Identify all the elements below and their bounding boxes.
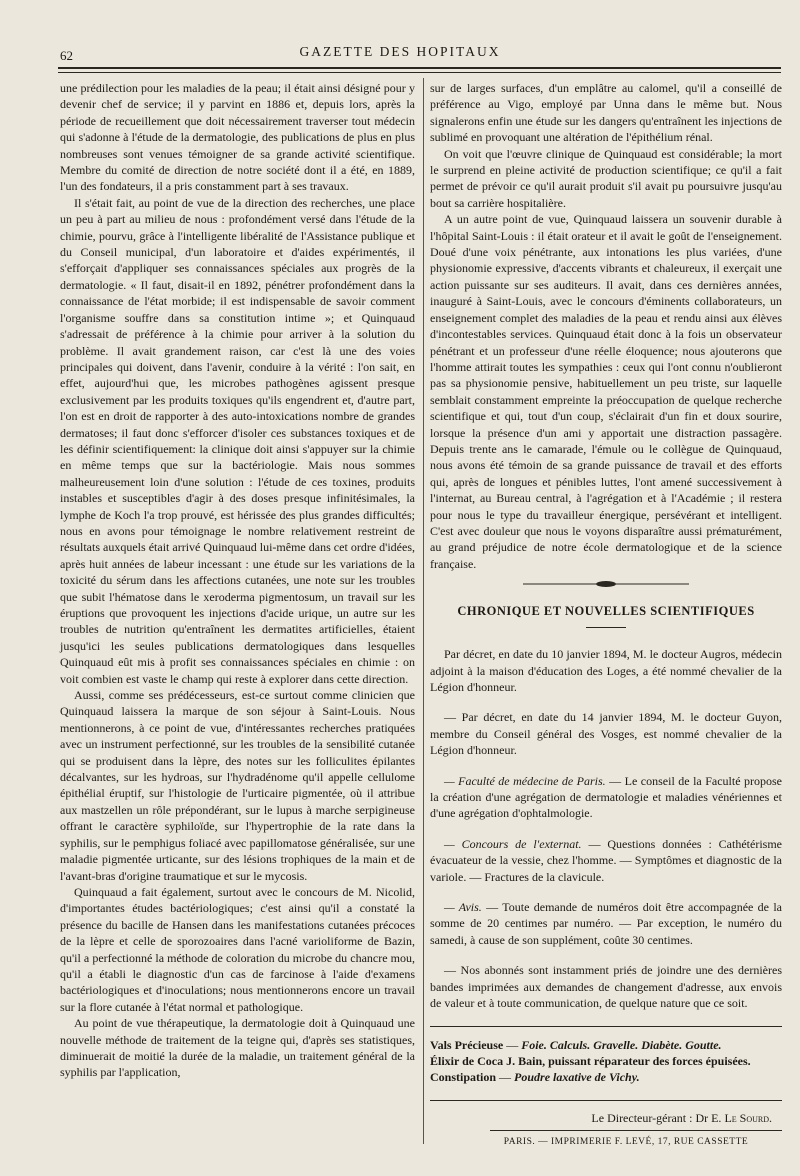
news-item: — Concours de l'externat. — Questions données : Cathétérisme évacuateur de la vessie, chez l'homme. — Symptômes et diagnostic de la variole. — Fractures de la clavicule. (430, 836, 782, 884)
paragraph: A un autre point de vue, Quinquaud laissera un souvenir durable à l'hôpital Saint-Louis : il était orateur et il avait le goût de l'enseignement. Doué d'une voix pénétrante, aux intonations les plus variées, d'une physionomie expressive, d'accents vibrants et chaleureux, il exerçait une action puissante sur ses auditeurs. Il avait, dans ces dernières années, inauguré à Saint-Louis, avec le concours d'éminents collaborateurs, un enseignement complet des maladies de la peau et rendu ainsi aux élèves d'incontestables services. Quinquaud était donc à la fois un observateur pénétrant et un professeur d'une réelle éloquence; nous ajouterons que l'homme attirait toutes les sympathies : ceux qui l'ont connu n'oublieront pas sa physionomie pensive, habituellement un peu triste, sur laquelle semblait constamment empreinte la préoccupation de quelque recherche scientifique et qui, tout d'un coup, s'éclairait d'un fin et doux sourire, lorsque la présence d'un ami y apportait une distraction passagère. Depuis trente ans le camarade, l'émule ou le collègue de Quinquaud, nous avons été témoin de sa grande puissance de travail et des efforts qui, après de longues et pénibles luttes, l'ont amené successivement à l'internat, au Bureau central, à l'agrégation et à l'Académie ; il restera pour nous le type du travailleur énergique, persévérant et intelligent. C'est avec douleur que nous le voyons disparaître aussi prématurément, au grand préjudice de notre école dermatologique et de la science française. (430, 212, 782, 571)
news-item: — Par décret, en date du 14 janvier 1894, M. le docteur Guyon, membre du Conseil général des Vosges, est nommé chevalier de la Légion d'honneur. (430, 710, 782, 758)
news-item: Par décret, en date du 10 janvier 1894, M. le docteur Augros, médecin adjoint à la maison d'éducation des Loges, a été nommé chevalier de la Légion d'honneur. (430, 647, 782, 694)
column-divider (423, 78, 424, 1144)
paragraph: une prédilection pour les maladies de la peau; il était ainsi désigné pour y devenir chef de service; il y parvint en 1886 et, depuis lors, après la période de recueillement que doit nécessairement traverser tout médecin qui s'adonne à l'étude de la dermatologie, des publications de plus en plus nombreuses sont venues témoigner de sa grande activité scientifique. Membre du comité de direction de notre société dont il a été, en 1889, l'un des fondateurs, il a pris constamment part à ses travaux. (60, 81, 415, 194)
section-ornament (521, 580, 691, 588)
advertisement: Constipation — Poudre laxative de Vichy. (430, 1070, 640, 1085)
left-column (60, 80, 415, 1081)
page-number: 62 (60, 48, 73, 63)
paragraph: Au point de vue thérapeutique, la dermatologie doit à Quinquaud une nouvelle méthode de traitement de la teigne qui, d'après ses statistiques, diminuerait de moitié la durée de la maladie, un traitement général de la syphilis par l'application, (60, 1016, 415, 1080)
paragraph: Il s'était fait, au point de vue de la direction des recherches, une place un peu à part au milieu de nous : profondément versé dans l'étude de la chimie, pourvu, grâce à l'intelligente libéralité de l'Assistance publique et du Conseil municipal, d'un laboratoire et d'aides expérimentés, il s'efforçait d'appliquer ses connaissances spéciales aux progrès de la dermatologie. « Il faut, disait-il en 1892, pénétrer profondément dans la connaissance de l'état morbide; il est indispensable de savoir comment l'organisme souffre dans sa constitution intime »; et Quinquaud s'adressait de préférence à la chimie pour arriver à la solution du problème. Il avait grandement raison, car c'est là une des voies principales qui doivent, dans l'avenir, conduire à la vérité : l'on sait, en effet, aujourd'hui que, les microbes pathogènes agissent presque exclusivement par les produits toxiques qu'ils engendrent et, d'autre part, l'on est en droit de rapporter à des auto-intoxications nombre de grandes dermatoses; il faut donc s'efforcer d'isoler ces substances toxiques et de les définir scientifiquement: la clinique doit ainsi s'appuyer sur la chimie en même temps que sur la bactériologie. Mais nous sommes malheureusement loin d'une solution : l'étude de ces toxines, produits instables et susceptibles d'agir à des doses presque infinitésimales, la lymphe de Koch l'a trop prouvé, est hérissée des plus grandes difficultés; nous en avons pour témoignage le nombre relativement restreint de résultats auxquels était arrivé Quinquaud lui-même dans cet ordre d'idées, après huit années de labeur incessant : une étude sur les variations de la toxicité du sérum dans les affections cutanées, une note sur les troubles que subit l'hématose dans le xeroderma pigmentosum, un travail sur les éruptions que provoquent les injections d'acide urique, un autre sur les troubles de nutrition qu'entraînent les dermatites artificielles, étaient jusqu'ici les seules publications dermatologiques dans lesquelles Quinquaud eût mis à profit ses connaissances spéciales en chimie : on voit combien est vaste le champ qui reste à explorer dans cette direction. (60, 195, 415, 686)
news-item: — Avis. — Toute demande de numéros doit être accompagnée de la somme de 20 centimes par numéro. — Par exception, le numéro du samedi, à cause de son supplément, coûte 30 centimes. (430, 900, 783, 947)
running-title: GAZETTE DES HOPITAUX (299, 44, 501, 59)
printer-rule (490, 1130, 782, 1131)
paragraph: sur de larges surfaces, d'un emplâtre au calomel, qu'il a conseillé de préférence au Vigo, employé par Unna dans le même but. Nous signalerons enfin une étude sur les dangers qu'entraînent les injections de sublimé en provoquant une altération de l'épithélium rénal. (430, 81, 782, 145)
ads-rule (430, 1026, 782, 1027)
footer-rule (430, 1100, 782, 1101)
news-item: — Faculté de médecine de Paris. — Le conseil de la Faculté propose la création d'une agrégation de dermatologie et maladies vénériennes et d'une agrégation d'ophtalmologie. (430, 773, 782, 821)
title-rule (586, 627, 626, 628)
paragraph: Aussi, comme ses prédécesseurs, est-ce surtout comme clinicien que Quinquaud laissera la marque de son séjour à Saint-Louis. Nous mentionnerons, à ce point de vue, d'intéressantes recherches pratiquées avec un instrument perfectionné, sur les troubles de la sensibilité cutanée qui se produisent dans la lèpre, des notes sur les folliculites épilantes décalvantes, sur les hydroas, sur l'hydradénome qu'il appelle cellulome épithélial éruptif, sur l'histologie de l'urticaire pigmentée, où il attribue aux mastzellen un rôle prépondérant, sur le lupus à marche serpigineuse offrant le caractère syphiloïde, sur l'hypertrophie de la rate dans la syphilis, sur le pemphigus foliacé avec papillomatose généralisée, sur une maladie pigmentée urticante, sur des lésions trophiques de la main et de l'avant-bras d'origine traumatique et sur le mycosis. (60, 688, 415, 883)
printer-imprint: PARIS. — IMPRIMERIE F. LEVÉ, 17, RUE CASSETTE (503, 1136, 749, 1147)
paragraph: Quinquaud a fait également, surtout avec le concours de M. Nicolid, d'importantes études bactériologiques; c'est ainsi qu'il a constaté la présence du bacille de Hansen dans les manifestations cutanées précoces de la lèpre et celle de sporozoaires dans l'acné varioliforme de Bazin, qu'il a perfectionné la méthode de coloration du microbe du chancre mou, qu'il a établi le diagnostic d'un cas de farcinose à l'aide d'examens bactériologiques et d'inoculations; nous mentionnerons encore un travail sur la flore cutanée à l'état normal et pathologique. (60, 884, 415, 1014)
editor-credit: Le Directeur-gérant : Dr E. Le Sourd. (591, 1110, 772, 1125)
news-item: — Nos abonnés sont instamment priés de joindre une des dernières bandes imprimées aux demandes de changement d'adresse, aux envois de valeur et à toute communication, de quelque nature que ce soit. (430, 963, 782, 1011)
advertisement: Vals Précieuse — Foie. Calculs. Gravelle. Diabète. Goutte. (430, 1037, 722, 1052)
advertisement: Élixir de Coca J. Bain, puissant réparateur des forces épuisées. (430, 1053, 751, 1068)
section-title: CHRONIQUE ET NOUVELLES SCIENTIFIQUES (457, 604, 755, 619)
right-column (430, 80, 782, 1147)
header-rule (58, 67, 781, 69)
paragraph: On voit que l'œuvre clinique de Quinquaud est considérable; la mort le surprend en pleine activité de production scientifique; ce qu'il a fait permet de prévoir ce qu'il aurait produit s'il avait pu poursuivre jusqu'au bout sa carrière hospitalière. (430, 146, 782, 210)
header-rule-thin (58, 72, 781, 73)
